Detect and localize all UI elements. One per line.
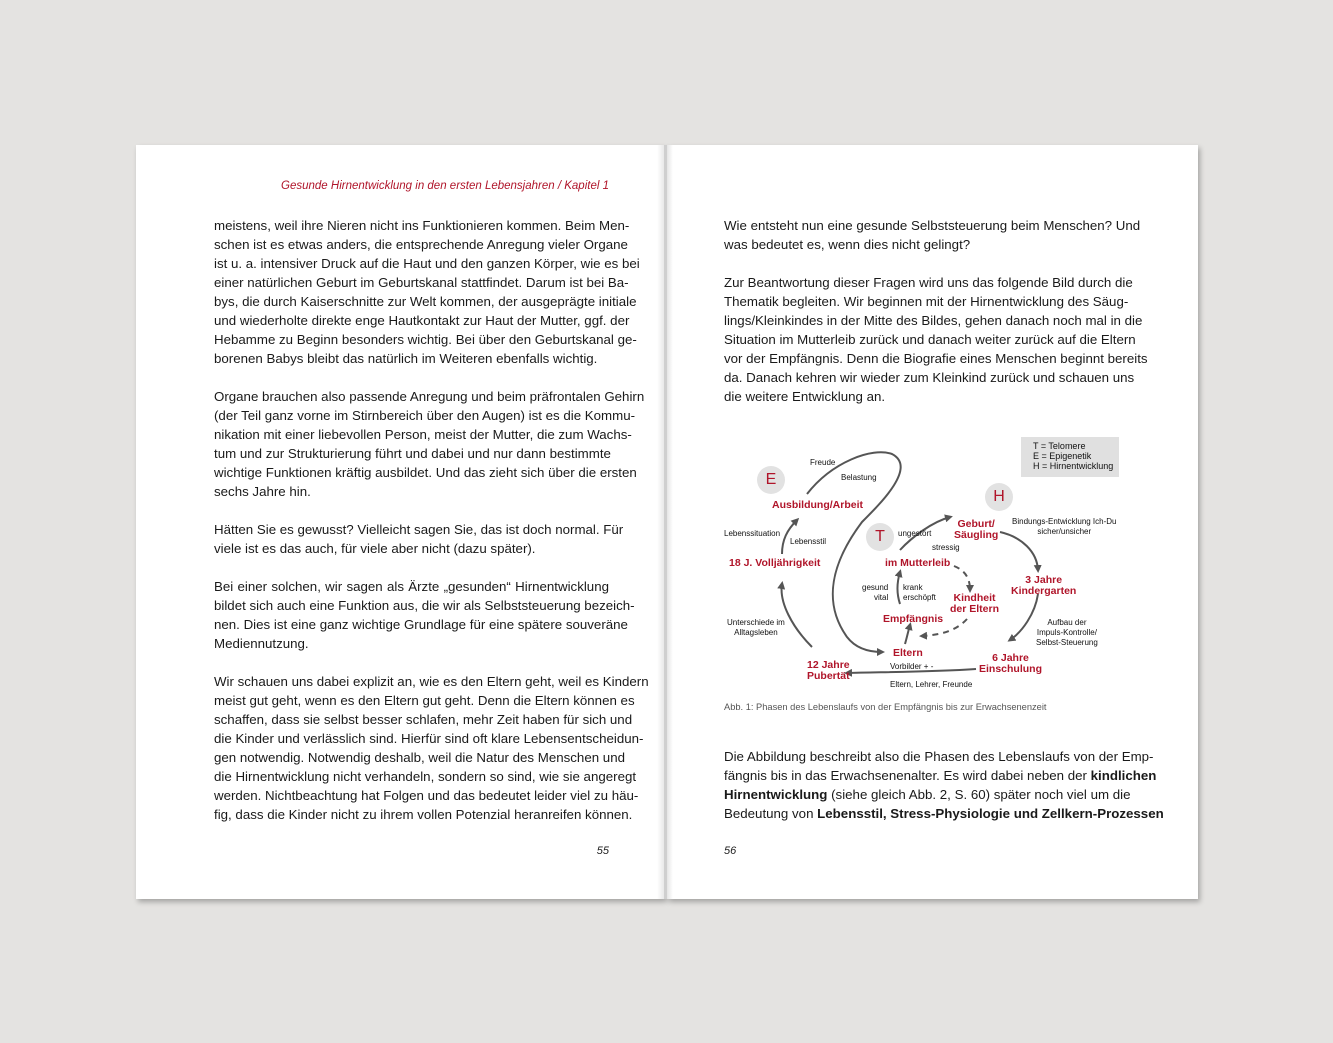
node-geburt: Geburt/ Säugling: [954, 518, 999, 541]
node-mutterleib: im Mutterleib: [885, 557, 951, 569]
node-eltern: Eltern: [893, 647, 923, 659]
bold-run: kindlichen: [1090, 768, 1157, 783]
text-line: fig, dass die Kinder nicht zu ihrem vollen Potenzial heranreifen können.: [214, 807, 633, 822]
text-run: Die Abbildung beschreibt also die Phasen des Lebenslaufs von der Emp-: [724, 749, 1154, 764]
note-lebensstil: Lebensstil: [790, 537, 827, 546]
note-lebenssituation: Lebenssituation: [724, 529, 781, 538]
left-body-text: [214, 216, 649, 843]
legend: [1021, 437, 1119, 477]
text-line: (der Teil ganz vorne im Stirnbereich über den Augen) ist es die Kommu-: [214, 408, 636, 423]
text-line: [724, 747, 1154, 766]
text-line: [724, 785, 1131, 804]
text-line: was bedeutet es, wenn dies nicht gelingt?: [724, 237, 971, 252]
paragraph: [724, 273, 1148, 406]
arrow-geburt-to-kindergarten: [1000, 532, 1038, 570]
note-ungestoert: ungestört: [898, 529, 932, 538]
text-line: bys, die durch Kaiserschnitte zur Welt kommen, der ausgeprägte initiale: [214, 294, 637, 309]
note-vorbilder: Vorbilder + -: [890, 662, 934, 671]
paragraph: [214, 577, 635, 653]
text-line: Bei einer solchen, wir sagen als Ärzte „gesunden“ Hirnentwicklung: [214, 579, 609, 594]
text-line: Thematik begleiten. Wir beginnen mit der Hirnentwicklung des Säug-: [724, 294, 1129, 309]
text-line: Wie entsteht nun eine gesunde Selbststeuerung beim Menschen? Und: [724, 218, 1141, 233]
paragraph: [214, 520, 624, 558]
text-line: nen. Dies ist eine ganz wichtige Grundlage für eine spätere souveräne: [214, 617, 628, 632]
text-line: Zur Beantwortung dieser Fragen wird uns das folgende Bild durch die: [724, 275, 1133, 290]
book-spine: [664, 145, 667, 899]
text-line: Wir schauen uns dabei explizit an, wie es den Eltern geht, weil es Kindern: [214, 674, 649, 689]
text-line: sechs Jahre hin.: [214, 484, 311, 499]
bold-run: Hirnentwicklung: [724, 787, 828, 802]
arrow-eltern-to-empfaengnis: [905, 625, 910, 644]
text-line: Situation im Mutterleib zurück und danach weiter zurück auf die Eltern: [724, 332, 1136, 347]
text-line: meist gut geht, wenn es den Eltern gut geht. Denn die Eltern können es: [214, 693, 635, 708]
text-line: viele ist es das auch, für viele aber nicht (dazu später).: [214, 541, 536, 556]
page-number: 56: [724, 845, 737, 857]
text-line: da. Danach kehren wir wieder zum Kleinkind zurück und schauen uns: [724, 370, 1135, 385]
arrow-mutterleib-to-kindheit-dashed: [954, 566, 970, 590]
text-line: meistens, weil ihre Nieren nicht ins Funktionieren kommen. Beim Men-: [214, 218, 630, 233]
bold-run: Lebensstil, Stress-Physiologie und Zellkern-Prozessen: [817, 806, 1164, 821]
paragraph: [214, 216, 640, 368]
text-line: vor der Empfängnis. Denn die Biografie eines Menschen beginnt bereits: [724, 351, 1148, 366]
epigenetik-marker: E: [757, 466, 785, 494]
hirnentwicklung-marker: H: [985, 483, 1013, 511]
note-freude: Freude: [810, 458, 836, 467]
text-line: bildet sich auch eine Funktion aus, die wir als Selbststeuerung bezeich-: [214, 598, 635, 613]
paragraph: [214, 387, 645, 501]
page-number: 55: [596, 845, 609, 857]
text-line: und wiederholte direkte enge Hautkontakt zur Haut der Mutter, ggf. der: [214, 313, 630, 328]
left-page: [136, 145, 665, 899]
arrow-kindergarten-to-einschulung: [1010, 594, 1038, 640]
node-empfaengnis: Empfängnis: [883, 613, 944, 625]
text-line: Hätten Sie es gewusst? Vielleicht sagen Sie, das ist doch normal. Für: [214, 522, 624, 537]
node-volljaehrigkeit: 18 J. Volljährigkeit: [729, 557, 821, 569]
text-line: ist u. a. intensiver Druck auf die Haut und den ganzen Körper, wie es bei: [214, 256, 640, 271]
text-line: wichtige Funktionen kräftig ausbildet. Und das zieht sich über die ersten: [214, 465, 637, 480]
note-unterschiede: Unterschiede im Alltagsleben: [727, 618, 785, 637]
text-line: Mediennutzung.: [214, 636, 309, 651]
text-line: Hebamme zu Beginn besonders wichtig. Bei über den Geburtskanal ge-: [214, 332, 637, 347]
note-eltern-lehrer-freunde: Eltern, Lehrer, Freunde: [890, 680, 973, 689]
text-run: fängnis bis in das Erwachsenenalter. Es wird dabei neben der: [724, 768, 1091, 783]
gutter-shadow: [667, 145, 673, 899]
text-line: Organe brauchen also passende Anregung und beim präfrontalen Gehirn: [214, 389, 645, 404]
text-line: [724, 766, 1157, 785]
figure-caption: Abb. 1: Phasen des Lebenslaufs von der Empfängnis bis zur Erwachsenenzeit: [724, 702, 1047, 712]
running-head: Gesunde Hirnentwicklung in den ersten Lebensjahren / Kapitel 1: [281, 180, 609, 192]
text-line: die Kinder und verlässlich sind. Hierfür sind oft klare Lebensentscheidun-: [214, 731, 644, 746]
text-line: lings/Kleinkindes in der Mitte des Bildes, gehen danach noch mal in die: [724, 313, 1143, 328]
life-phases-diagram: [722, 432, 1122, 697]
note-bindungs-entwicklung: Bindungs-Entwicklung Ich-Du sicher/unsicher: [1012, 517, 1117, 536]
legend-item: H = Hirnentwicklung: [1033, 461, 1114, 471]
text-run: (siehe gleich Abb. 2, S. 60) später noch viel um die: [827, 787, 1131, 802]
paragraph: [724, 216, 1141, 254]
text-line: die Hirnentwicklung nicht verhandeln, sondern so sind, wie sie angeregt: [214, 769, 637, 784]
legend-item: T = Telomere: [1033, 441, 1086, 451]
node-kindergarten: 3 Jahre Kindergarten: [1011, 574, 1077, 597]
arrow-pubertaet-to-volljaehrigkeit: [782, 584, 812, 647]
legend-item: E = Epigenetik: [1033, 451, 1092, 461]
note-aufbau-impulskontrolle: Aufbau der Impuls-Kontrolle/ Selbst-Steuerung: [1036, 618, 1098, 647]
text-line: [724, 804, 1164, 823]
node-pubertaet: 12 Jahre Pubertät: [807, 659, 850, 682]
note-stressig: stressig: [932, 543, 960, 552]
text-line: schaffen, dass sie selbst besser schlafen, mehr Zeit haben für sich und: [214, 712, 633, 727]
node-einschulung: 6 Jahre Einschulung: [979, 652, 1042, 675]
text-line: einer natürlichen Geburt im Geburtskanal stattfindet. Darum ist bei Ba-: [214, 275, 629, 290]
text-line: borenen Babys bleibt das natürlich im Weiteren ebenfalls wichtig.: [214, 351, 598, 366]
node-ausbildung: Ausbildung/Arbeit: [772, 499, 863, 511]
right-body-text-bottom: [724, 747, 1164, 842]
paragraph: [214, 672, 649, 824]
note-belastung: Belastung: [841, 473, 877, 482]
text-run: Bedeutung von: [724, 806, 818, 821]
paragraph: [724, 747, 1164, 823]
node-kindheit-der-eltern: Kindheit der Eltern: [950, 592, 1000, 615]
text-line: tum und zur Strukturierung führt und dabei und nur dann bestimmte: [214, 446, 611, 461]
right-page: [667, 145, 1198, 899]
text-line: gen notwendig. Notwendig deshalb, weil die Natur des Menschen und: [214, 750, 625, 765]
note-gesund-vital: gesund vital: [862, 583, 889, 602]
text-line: werden. Nichtbeachtung hat Folgen und das bedeutet leider viel zu häu-: [214, 788, 639, 803]
telomere-marker: T: [866, 523, 894, 551]
right-body-text-top: [724, 216, 1148, 425]
text-line: nikation mit einer liebevollen Person, meist der Mutter, die zum Wachs-: [214, 427, 632, 442]
text-line: schen ist es etwas anders, die entsprechende Anregung vieler Organe: [214, 237, 628, 252]
text-line: die weitere Entwicklung an.: [724, 389, 886, 404]
arrow-empfaengnis-to-mutterleib: [897, 572, 900, 604]
note-krank-erschoepft: krank erschöpft: [903, 583, 936, 602]
